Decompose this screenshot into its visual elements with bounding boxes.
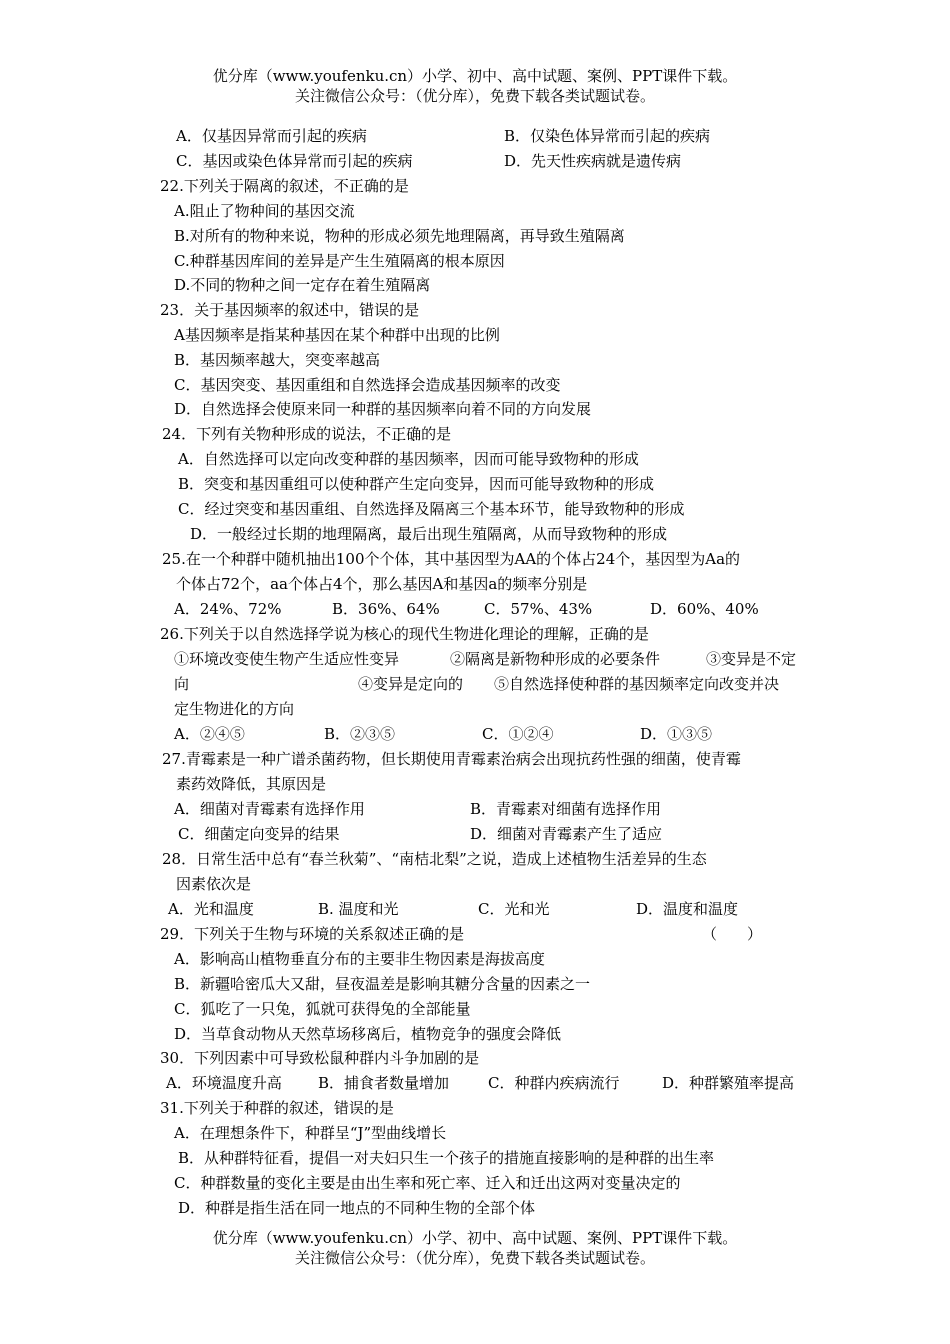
q22-stem: 22.下列关于隔离的叙述，不正确的是 (160, 177, 409, 195)
q24-stem-emphasis-3: 确 (406, 425, 422, 443)
q31-stem: 31.下列关于种群的叙述，错误的是 (160, 1099, 394, 1117)
q27-stem-line-2: 素药效降低，其原因是 (176, 775, 327, 793)
q25-stem-line-1: 25.在一个种群中随机抽出100个个体，其中基因型为AA的个体占24个，基因型为Aa的 (162, 550, 741, 568)
q28-option-a: A．光和温度 (168, 900, 254, 918)
q27-stem-line-1: 27.青霉素是一种广谱杀菌药物，但长期使用青霉素治病会出现抗药性强的细菌，使青霉 (162, 750, 741, 768)
q30-option-d: D．种群繁殖率提高 (662, 1074, 795, 1092)
q28-option-c: C．光和光 (478, 900, 550, 918)
q24-stem-emphasis-1: 不 (376, 425, 392, 443)
q25-option-b: B．36%、64% (332, 600, 440, 618)
q22-option-d: D.不同的物种之间一定存在着生殖隔离 (174, 276, 431, 294)
footer-line-1: 优分库（www.youfenku.cn）小学、初中、高中试题、案例、PPT课件下载。 (212, 1229, 738, 1247)
q26-option-b: B．②③⑤ (324, 725, 396, 743)
q28-stem-line-1: 28．日常生活中总有“春兰秋菊”、“南桔北梨”之说，造成上述植物生活差异的生态 (162, 850, 707, 868)
q26-option-a: A．②④⑤ (174, 725, 245, 743)
q22-option-b: B.对所有的物种来说，物种的形成必须先地理隔离，再导致生殖隔离 (174, 227, 625, 245)
q26-statement-3: ③变异是不定 (706, 650, 797, 668)
q24-stem-emphasis-2: 正 (391, 425, 407, 443)
q24-option-c: C．经过突变和基因重组、自然选择及隔离三个基本环节，能导致物种的形成 (178, 500, 685, 518)
q30-option-b: B．捕食者数量增加 (318, 1074, 450, 1092)
q26-stem: 26.下列关于以自然选择学说为核心的现代生物进化理论的理解，正确的是 (160, 625, 649, 643)
q23-option-d: D．自然选择会使原来同一种群的基因频率向着不同的方向发展 (174, 400, 592, 418)
q31-option-b: B．从种群特征看，提倡一对夫妇只生一个孩子的措施直接影响的是种群的出生率 (178, 1149, 715, 1167)
q23-option-c: C．基因突变、基因重组和自然选择会造成基因频率的改变 (174, 376, 561, 394)
q26-option-c: C．①②④ (482, 725, 554, 743)
q26-option-d: D．①③⑤ (640, 725, 713, 743)
q21-option-b: B．仅染色体异常而引起的疾病 (504, 127, 711, 145)
q27-option-d: D．细菌对青霉素产生了适应 (470, 825, 663, 843)
q29-option-c: C．狐吃了一只兔，狐就可获得兔的全部能量 (174, 1000, 471, 1018)
header-line-1: 优分库（www.youfenku.cn）小学、初中、高中试题、案例、PPT课件下载。 (212, 67, 738, 85)
q29-option-d: D．当草食动物从天然草场移离后，植物竞争的强度会降低 (174, 1025, 562, 1043)
q26-statement-5-cont: 定生物进化的方向 (174, 700, 295, 718)
q24-option-b: B．突变和基因重组可以使种群产生定向变异，因而可能导致物种的形成 (178, 475, 655, 493)
q29-option-a: A．影响高山植物垂直分布的主要非生物因素是海拔高度 (174, 950, 545, 968)
q29-answer-bracket: （ ） (702, 925, 763, 943)
q23-option-b: B．基因频率越大，突变率越高 (174, 351, 381, 369)
q24-stem (162, 422, 451, 446)
q26-statement-2: ②隔离是新物种形成的必要条件 (450, 650, 661, 668)
header-line-2: 关注微信公众号：（优分库），免费下载各类试题试卷。 (294, 87, 655, 105)
q25-option-d: D．60%、40% (650, 600, 759, 618)
q28-option-d: D．温度和温度 (636, 900, 739, 918)
q30-option-c: C．种群内疾病流行 (488, 1074, 620, 1092)
q22-option-a: A.阻止了物种间的基因交流 (174, 202, 355, 220)
q25-option-c: C．57%、43% (484, 600, 593, 618)
q30-stem: 30．下列因素中可导致松鼠种群内斗争加剧的是 (160, 1049, 480, 1067)
q24-option-d: D．一般经过长期的地理隔离，最后出现生殖隔离，从而导致物种的形成 (190, 525, 668, 543)
q21-option-d: D．先天性疾病就是遗传病 (504, 152, 682, 170)
q24-stem-post: 的是 (421, 425, 452, 443)
q31-option-d: D．种群是指生活在同一地点的不同种生物的全部个体 (178, 1199, 536, 1217)
q25-option-a: A．24%、72% (174, 600, 282, 618)
q29-stem: 29．下列关于生物与环境的关系叙述正确的是 (160, 925, 465, 943)
q30-option-a: A．环境温度升高 (166, 1074, 282, 1092)
q21-option-a: A．仅基因异常而引起的疾病 (176, 127, 367, 145)
q26-statement-4: ④变异是定向的 (358, 675, 464, 693)
q24-option-a: A．自然选择可以定向改变种群的基因频率，因而可能导致物种的形成 (178, 450, 639, 468)
q28-option-b: B. 温度和光 (318, 900, 399, 918)
q23-option-a: A基因频率是指某种基因在某个种群中出现的比例 (174, 326, 500, 344)
q26-statement-1: ①环境改变使生物产生适应性变异 (174, 650, 400, 668)
q26-statement-3-cont: 向 (174, 675, 190, 693)
q22-option-c: C.种群基因库间的差异是产生生殖隔离的根本原因 (174, 252, 505, 270)
q23-stem: 23．关于基因频率的叙述中，错误的是 (160, 301, 420, 319)
q28-stem-line-2: 因素依次是 (176, 875, 252, 893)
q27-option-c: C．细菌定向变异的结果 (178, 825, 340, 843)
q31-option-c: C．种群数量的变化主要是由出生率和死亡率、迁入和迁出这两对变量决定的 (174, 1174, 681, 1192)
q29-option-b: B．新疆哈密瓜大又甜，昼夜温差是影响其糖分含量的因素之一 (174, 975, 591, 993)
footer-line-2: 关注微信公众号：（优分库），免费下载各类试题试卷。 (294, 1249, 655, 1267)
q27-option-a: A．细菌对青霉素有选择作用 (174, 800, 365, 818)
q26-statement-5: ⑤自然选择使种群的基因频率定向改变并决 (494, 675, 780, 693)
q27-option-b: B．青霉素对细菌有选择作用 (470, 800, 662, 818)
q31-option-a: A．在理想条件下，种群呈“J”型曲线增长 (174, 1124, 447, 1142)
q21-option-c: C．基因或染色体异常而引起的疾病 (176, 152, 413, 170)
q25-stem-line-2: 个体占72个，aa个体占4个，那么基因A和基因a的频率分别是 (176, 575, 588, 593)
q24-stem-pre: 24．下列有关物种形成的说法， (162, 425, 377, 443)
